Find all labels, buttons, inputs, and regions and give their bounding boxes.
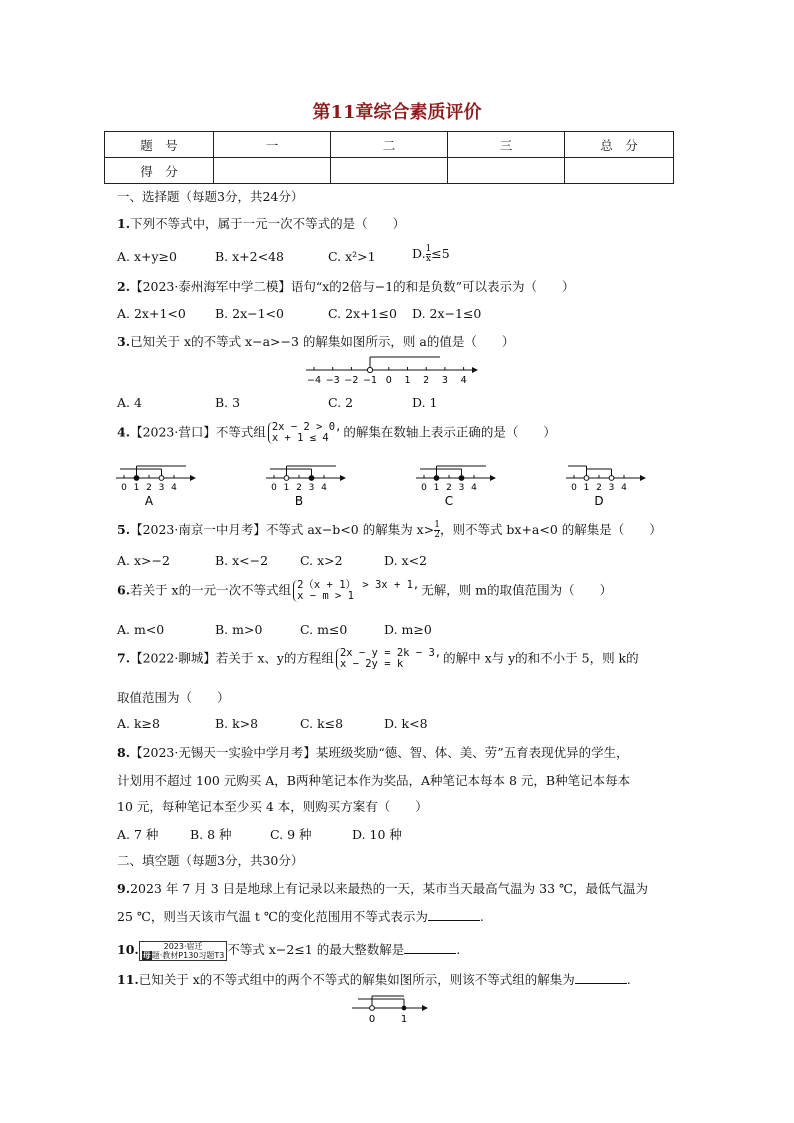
section-heading: 一、选择题（每题3分，共24分） xyxy=(117,189,304,204)
tick-label: 4 xyxy=(460,375,467,386)
tick-label: 4 xyxy=(171,483,177,493)
endpoint xyxy=(459,476,464,481)
inequality-system: 2x − 2 > 0, x + 1 ≤ 4 xyxy=(268,422,342,444)
option-c[interactable]: C. 9 种 xyxy=(270,827,312,842)
tick-label: −4 xyxy=(306,375,322,386)
tick-label: 1 xyxy=(583,483,590,493)
score-input-cell[interactable] xyxy=(448,158,565,184)
tick-label: 0 xyxy=(368,1014,376,1025)
question-text: 下列不等式中，属于一元一次不等式的是（ ） xyxy=(130,216,406,231)
tick-label: 4 xyxy=(321,483,327,493)
option-label: A xyxy=(144,494,154,508)
option-b[interactable]: B. x+2<48 xyxy=(215,249,284,264)
tick-label: 2 xyxy=(596,483,602,493)
question-5: 5.【2023·南京一中月考】不等式 ax−b<0 的解集为 x> $\frac{1}{2}$ ，则不等式 bx+a<0 的解集是（ ） xyxy=(117,520,662,540)
tick-label: 2 xyxy=(146,483,152,493)
option-a[interactable]: A. k≥8 xyxy=(117,716,160,731)
score-header-cell: 三 xyxy=(448,132,565,158)
option-a[interactable]: A. 4 xyxy=(117,395,142,410)
axis-arrow xyxy=(640,475,646,481)
score-table xyxy=(104,131,674,184)
question-4: 4.【2023·营口】不等式组 2x − 2 > 0, x + 1 ≤ 4 的解集在数轴上表示正确的是（ ） xyxy=(117,421,556,444)
option-d[interactable]: D. m≥0 xyxy=(384,622,432,637)
question-7: 7.【2022·聊城】若关于 x、y的方程组 2x − y = 2k − 3, x − 2y = k 的解中 x与 y的和不小于 5，则 k的 xyxy=(117,647,639,670)
page-title: 第11章综合素质评价 xyxy=(312,102,482,123)
tick-label: 4 xyxy=(471,483,477,493)
score-label-cell: 得 分 xyxy=(105,158,214,184)
question-text: 已知关于 x的不等式 x−a>−3 的解集如图所示，则 a的值是（ ） xyxy=(130,334,515,349)
option-c[interactable]: C. k≤8 xyxy=(300,716,344,731)
question-1 xyxy=(117,214,405,232)
question-7-line2: 取值范围为（ ） xyxy=(117,690,230,705)
answer-blank[interactable] xyxy=(428,908,480,921)
tick-label: 0 xyxy=(271,483,277,493)
question-2 xyxy=(117,277,575,295)
endpoint xyxy=(284,476,289,481)
endpoint xyxy=(309,476,314,481)
question-10: 10. 2023·宿迁 母题·教材P130习题T3 不等式 x−2≤1 的最大整数解是 . xyxy=(117,941,461,960)
question-11: 11.已知关于 x的不等式组中的两个不等式的解集如图所示，则该不等式组的解集为 . xyxy=(117,972,631,987)
number-line-q11 xyxy=(348,990,432,1026)
option-b[interactable]: B. m>0 xyxy=(215,622,263,637)
tick-label: −1 xyxy=(363,375,378,386)
fraction: $\frac{1}{x}$ xyxy=(425,244,432,264)
tick-label: 3 xyxy=(158,483,165,493)
option-d[interactable]: D. 10 种 xyxy=(352,827,402,842)
option-c[interactable]: C. x²>1 xyxy=(328,249,376,264)
tick-label: 2 xyxy=(423,375,430,386)
score-header-cell: 总 分 xyxy=(565,132,674,158)
tick-label: 0 xyxy=(121,483,127,493)
question-8-line2: 计划用不超过 100 元购买 A，B两种笔记本作为奖品，A种笔记本每本 8 元，B种笔记本每本 xyxy=(117,773,631,788)
endpoint xyxy=(134,476,139,481)
option-d[interactable]: D. 2x−1≤0 xyxy=(412,306,482,321)
answer-blank[interactable] xyxy=(575,971,627,984)
option-a[interactable]: A. 7 种 xyxy=(117,827,159,842)
question-number: 3. xyxy=(117,334,131,349)
source-badge: 2023·宿迁 母题·教材P130习题T3 xyxy=(139,941,228,961)
tick-label: 0 xyxy=(385,375,392,386)
question-3 xyxy=(117,332,514,350)
question-8-line3: 10 元，每种笔记本至少买 4 本，则购买方案有（ ） xyxy=(117,799,428,814)
score-input-cell[interactable] xyxy=(214,158,331,184)
axis-arrow xyxy=(190,475,196,481)
tick-label: 3 xyxy=(608,483,615,493)
question-number: 2. xyxy=(117,279,131,294)
option-d[interactable]: D. x<2 xyxy=(384,553,427,568)
section-heading: 二、填空题（每题3分，共30分） xyxy=(117,853,304,868)
option-d[interactable]: D. 1 xyxy=(412,395,438,410)
score-table-score-row xyxy=(105,158,674,184)
option-b[interactable]: B. 3 xyxy=(215,395,241,410)
option-b[interactable]: B. k>8 xyxy=(215,716,259,731)
tick-label: 3 xyxy=(308,483,315,493)
tick-label: 0 xyxy=(421,483,427,493)
option-label: C xyxy=(444,494,454,508)
answer-blank[interactable] xyxy=(404,941,456,954)
question-9-line2: 25 ℃，则当天该市气温 t ℃的变化范围用不等式表示为 . xyxy=(117,909,484,924)
tick-label: 1 xyxy=(433,483,440,493)
tick-label: 1 xyxy=(133,483,140,493)
tick-label: 1 xyxy=(404,375,411,386)
tick-label: −2 xyxy=(344,375,359,386)
equation-system: 2x − y = 2k − 3, x − 2y = k xyxy=(336,648,441,670)
option-b[interactable]: B. x<−2 xyxy=(215,553,269,568)
endpoint xyxy=(609,476,614,481)
endpoint xyxy=(584,476,589,481)
q4-number-line-options xyxy=(112,456,672,508)
option-a[interactable]: A. 2x+1<0 xyxy=(117,306,186,321)
score-header-cell: 题 号 xyxy=(105,132,214,158)
question-8: 8.【2023·无锡天一实验中学月考】某班级奖励“德、智、体、美、劳”五育表现优异的学生， xyxy=(117,745,629,760)
option-c[interactable]: C. 2x+1≤0 xyxy=(328,306,397,321)
option-c[interactable]: C. m≤0 xyxy=(300,622,348,637)
tick-label: 0 xyxy=(571,483,577,493)
inequality-system: 2（x + 1） > 3x + 1, x − m > 1 xyxy=(293,580,419,602)
endpoint xyxy=(159,476,164,481)
option-label: D xyxy=(594,494,604,508)
axis-arrow xyxy=(490,475,496,481)
question-text: 【2023·泰州海军中学二模】语句“x的2倍与−1的和是负数”可以表示为（ ） xyxy=(130,279,575,294)
option-d[interactable]: D. $\frac{1}{x}$ ≤5 xyxy=(412,244,450,264)
tick-label: 1 xyxy=(283,483,290,493)
option-label: B xyxy=(294,494,304,508)
tick-label: 2 xyxy=(446,483,452,493)
question-6: 6.若关于 x的一元一次不等式组 2（x + 1） > 3x + 1, x − m > 1 无解，则 m的取值范围为（ ） xyxy=(117,579,613,602)
score-header-cell: 一 xyxy=(214,132,331,158)
number-line-q3 xyxy=(300,352,480,386)
tick-label: 3 xyxy=(458,483,465,493)
score-input-cell[interactable] xyxy=(565,158,674,184)
tick-label: 4 xyxy=(621,483,627,493)
endpoint xyxy=(434,476,439,481)
option-b[interactable]: B. 8 种 xyxy=(190,827,232,842)
score-table-header-row xyxy=(105,132,674,158)
tick-label: 3 xyxy=(441,375,448,386)
tick-label: −3 xyxy=(325,375,340,386)
score-input-cell[interactable] xyxy=(331,158,448,184)
option-a[interactable]: A. m<0 xyxy=(117,622,165,637)
option-a[interactable]: A. x>−2 xyxy=(117,553,170,568)
tick-label: 2 xyxy=(296,483,302,493)
option-a[interactable]: A. x+y≥0 xyxy=(117,249,177,264)
option-b[interactable]: B. 2x−1<0 xyxy=(215,306,284,321)
question-9: 9.2023 年 7 月 3 日是地球上有记录以来最热的一天，某市当天最高气温为 33 ℃，最低气温为 xyxy=(117,881,648,896)
fraction: $\frac{1}{2}$ xyxy=(434,520,440,540)
axis-arrow xyxy=(340,475,346,481)
option-c[interactable]: C. x>2 xyxy=(300,553,343,568)
option-d[interactable]: D. k<8 xyxy=(384,716,428,731)
question-number: 1. xyxy=(117,216,131,231)
option-c[interactable]: C. 2 xyxy=(328,395,354,410)
score-header-cell: 二 xyxy=(331,132,448,158)
tick-label: 1 xyxy=(400,1014,408,1025)
